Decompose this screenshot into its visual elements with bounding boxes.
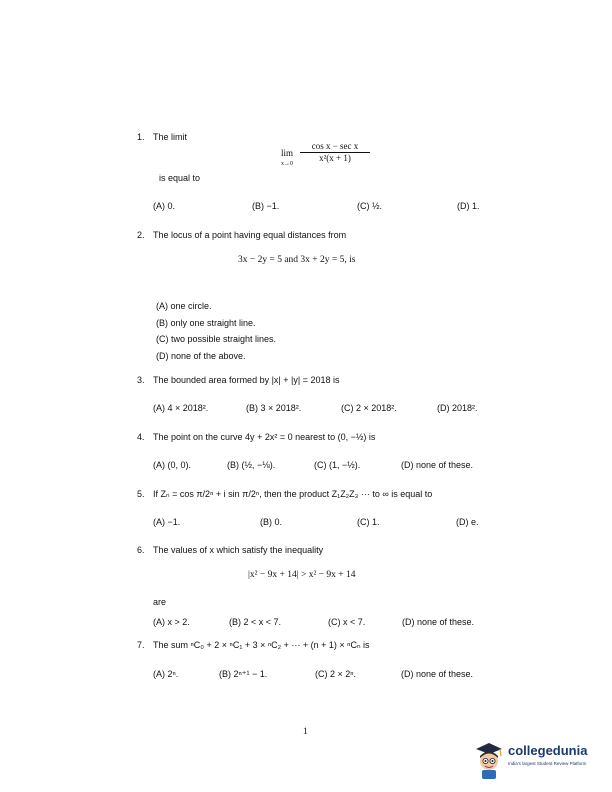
q1-option-d: (D) 1. [457, 201, 480, 211]
q1-option-a: (A) 0. [153, 201, 176, 211]
q4-option-d: (D) none of these. [401, 460, 474, 470]
q7-number: 7. [137, 640, 145, 650]
q6-equation: |x² − 9x + 14| > x² − 9x + 14 [248, 570, 356, 580]
q1-number: 1. [137, 132, 145, 142]
q6-option-c: (C) x < 7. [328, 617, 366, 627]
q5-option-d: (D) e. [456, 517, 479, 527]
mascot-icon [472, 740, 506, 780]
q5-option-a: (A) −1. [153, 517, 181, 527]
q5-option-b: (B) 0. [260, 517, 283, 527]
q4-stem: The point on the curve 4y + 2x² = 0 nearest to (0, −½) is [153, 432, 376, 442]
q1-lim-sub: x→0 [281, 161, 293, 167]
q6-option-a: (A) x > 2. [153, 617, 190, 627]
watermark-tagline: India's largest Student Review Platform [508, 761, 587, 766]
q3-option-b: (B) 3 × 2018². [246, 403, 302, 413]
q1-fraction [300, 141, 370, 164]
q6-stem: The values of x which satisfy the inequality [153, 545, 324, 555]
q1-denominator: x²(x + 1) [319, 153, 351, 163]
q6-tail: are [153, 597, 167, 607]
q3-number: 3. [137, 375, 145, 385]
q4-option-c: (C) (1, −½). [314, 460, 361, 470]
q2-option-a: (A) one circle. [156, 301, 212, 311]
q6-option-d: (D) none of these. [402, 617, 475, 627]
q4-number: 4. [137, 432, 145, 442]
q4-option-b: (B) (½, −⅛). [227, 460, 276, 470]
page-number: 1 [303, 727, 308, 737]
collegedunia-watermark [472, 740, 597, 780]
q1-tail: is equal to [159, 173, 201, 183]
watermark-brand: collegedunia [508, 743, 588, 758]
q1-option-b: (B) −1. [252, 201, 280, 211]
q7-option-c: (C) 2 × 2ⁿ. [315, 669, 357, 679]
q2-option-b: (B) only one straight line. [156, 318, 256, 328]
q2-option-c: (C) two possible straight lines. [156, 334, 277, 344]
q7-stem: The sum ⁿC₀ + 2 × ⁿC₁ + 3 × ⁿC₂ + ··· + (n + 1) × ⁿCₙ is [153, 640, 370, 650]
q1-limit [276, 149, 298, 169]
q5-option-c: (C) 1. [357, 517, 380, 527]
q3-option-d: (D) 2018². [437, 403, 478, 413]
q4-option-a: (A) (0, 0). [153, 460, 192, 470]
q5-number: 5. [137, 489, 145, 499]
q5-stem: If Zₙ = cos π/2ⁿ + i sin π/2ⁿ, then the product Z₁Z₂Z₃ ··· to ∞ is equal to [153, 489, 433, 499]
q2-number: 2. [137, 230, 145, 240]
q6-option-b: (B) 2 < x < 7. [229, 617, 282, 627]
q7-option-b: (B) 2ⁿ⁺¹ − 1. [219, 669, 268, 679]
q2-option-d: (D) none of the above. [156, 351, 246, 361]
q1-option-c: (C) ½. [357, 201, 383, 211]
q1-numerator: cos x − sec x [300, 141, 370, 153]
q3-stem: The bounded area formed by |x| + |y| = 2018 is [153, 375, 340, 385]
q7-option-a: (A) 2ⁿ. [153, 669, 179, 679]
q1-lim-word: lim [280, 148, 293, 158]
q3-option-c: (C) 2 × 2018². [341, 403, 397, 413]
q3-option-a: (A) 4 × 2018². [153, 403, 209, 413]
q6-number: 6. [137, 545, 145, 555]
q7-option-d: (D) none of these. [401, 669, 474, 679]
q2-equation: 3x − 2y = 5 and 3x + 2y = 5, is [238, 255, 356, 265]
q2-stem: The locus of a point having equal distances from [153, 230, 347, 240]
q1-stem: The limit [153, 132, 188, 142]
